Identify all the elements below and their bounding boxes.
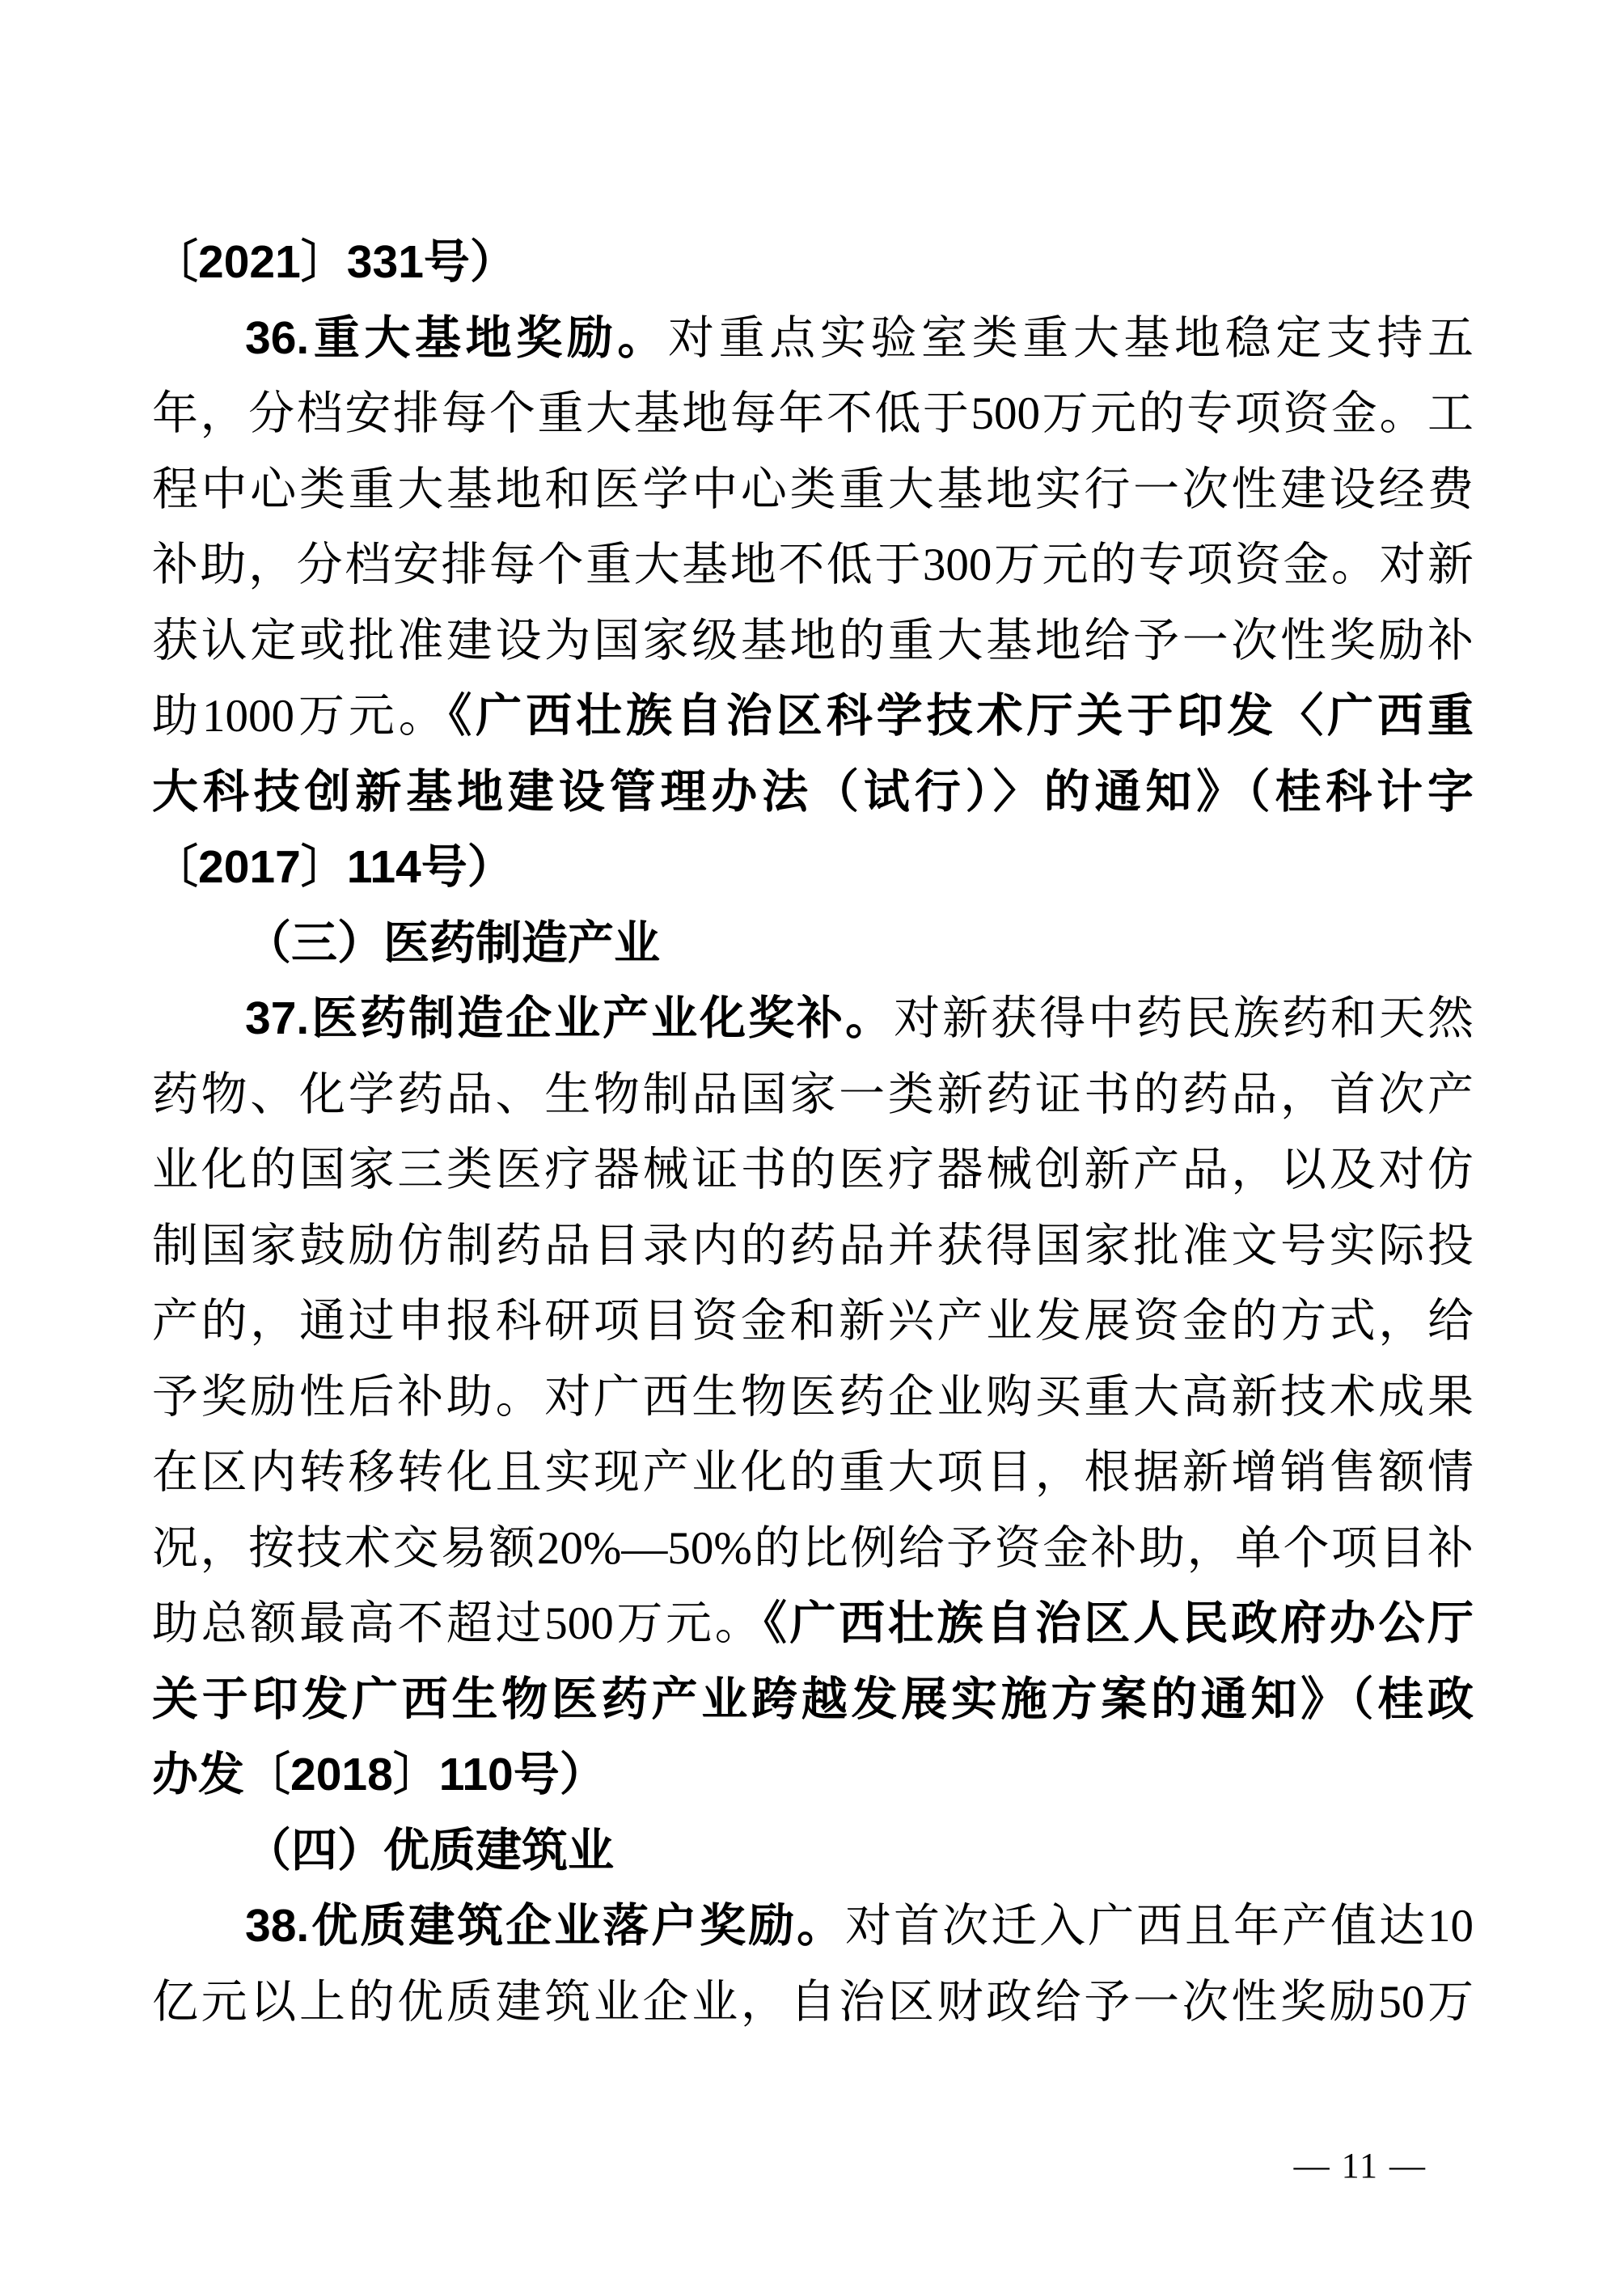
bold-text-segment: 〔2021〕331号） [152,236,516,288]
text-line-23 [152,1889,1474,1965]
bold-text-segment: 38.优质建筑企业落户奖励。 [245,1900,846,1952]
text-line-9 [152,830,1474,906]
text-segment: 产的，通过申报科研项目资金和新兴产业发展资金的方式，给 [152,1296,1474,1347]
bold-text-segment: 《广西壮族自治区人民政府办公厅 [763,1597,1474,1649]
text-segment: 予奖励性后补助。对广西生物医药企业购买重大高新技术成果 [152,1371,1474,1423]
text-line-5 [152,527,1474,603]
text-line-14 [152,1208,1474,1284]
text-line-4 [152,452,1474,528]
text-segment: 补助，分档安排每个重大基地不低于300万元的专项资金。对新 [152,539,1474,590]
text-line-16 [152,1360,1474,1436]
text-segment: 对重点实验室类重大基地稳定支持五 [668,312,1474,364]
text-segment: 对新获得中药民族药和天然 [894,993,1474,1044]
text-line-17 [152,1435,1474,1511]
text-segment: 对首次迁入广西且年产值达10 [845,1901,1474,1952]
bold-text-segment: 大科技创新基地建设管理办法（试行）〉的通知》（桂科计字 [152,765,1474,818]
text-line-7 [152,679,1474,755]
text-line-11 [152,981,1474,1057]
document-body [152,225,1474,2040]
text-segment: 获认定或批准建设为国家级基地的重大基地给予一次性奖励补 [152,615,1474,666]
text-line-3 [152,376,1474,452]
text-line-18 [152,1511,1474,1587]
text-segment: 年，分档安排每个重大基地每年不低于500万元的专项资金。工 [152,388,1474,439]
text-line-15 [152,1284,1474,1360]
text-line-12 [152,1057,1474,1133]
bold-text-segment: 〔2017〕114号） [152,841,514,893]
text-line-19 [152,1586,1474,1662]
text-line-13 [152,1132,1474,1208]
text-segment: 况，按技术交易额20%—50%的比例给予资金补助，单个项目补 [152,1522,1474,1574]
text-line-22 [152,1813,1474,1889]
text-line-2 [152,301,1474,377]
text-line-21 [152,1737,1474,1813]
text-line-10 [152,906,1474,982]
page-number: — 11 — [1293,2146,1427,2185]
text-segment: 制国家鼓励仿制药品目录内的药品并获得国家批准文号实际投 [152,1220,1474,1271]
bold-text-segment: 《广西壮族自治区科学技术厅关于印发〈广西重 [448,690,1474,742]
text-segment: 助1000万元。 [152,691,449,742]
bold-text-segment: （四）优质建筑业 [245,1824,614,1876]
text-segment: 药物、化学药品、生物制品国家一类新药证书的药品，首次产 [152,1068,1474,1120]
text-line-6 [152,603,1474,679]
text-line-8 [152,755,1474,831]
text-segment: 业化的国家三类医疗器械证书的医疗器械创新产品，以及对仿 [152,1144,1474,1195]
text-segment: 亿元以上的优质建筑业企业，自治区财政给予一次性奖励50万 [152,1976,1474,2028]
bold-text-segment: 关于印发广西生物医药产业跨越发展实施方案的通知》（桂政 [152,1673,1474,1725]
bold-text-segment: 37.医药制造企业产业化奖补。 [245,992,894,1044]
text-segment: 在区内转移转化且实现产业化的重大项目，根据新增销售额情 [152,1447,1474,1498]
text-line-24 [152,1965,1474,2041]
bold-text-segment: 36.重大基地奖励。 [245,311,669,364]
bold-text-segment: （三）医药制造产业 [245,916,660,969]
bold-text-segment: 办发〔2018〕110号） [152,1749,606,1800]
text-line-1 [152,225,1474,301]
text-segment: 助总额最高不超过500万元。 [152,1598,764,1649]
text-line-20 [152,1662,1474,1738]
text-segment: 程中心类重大基地和医学中心类重大基地实行一次性建设经费 [152,463,1474,515]
